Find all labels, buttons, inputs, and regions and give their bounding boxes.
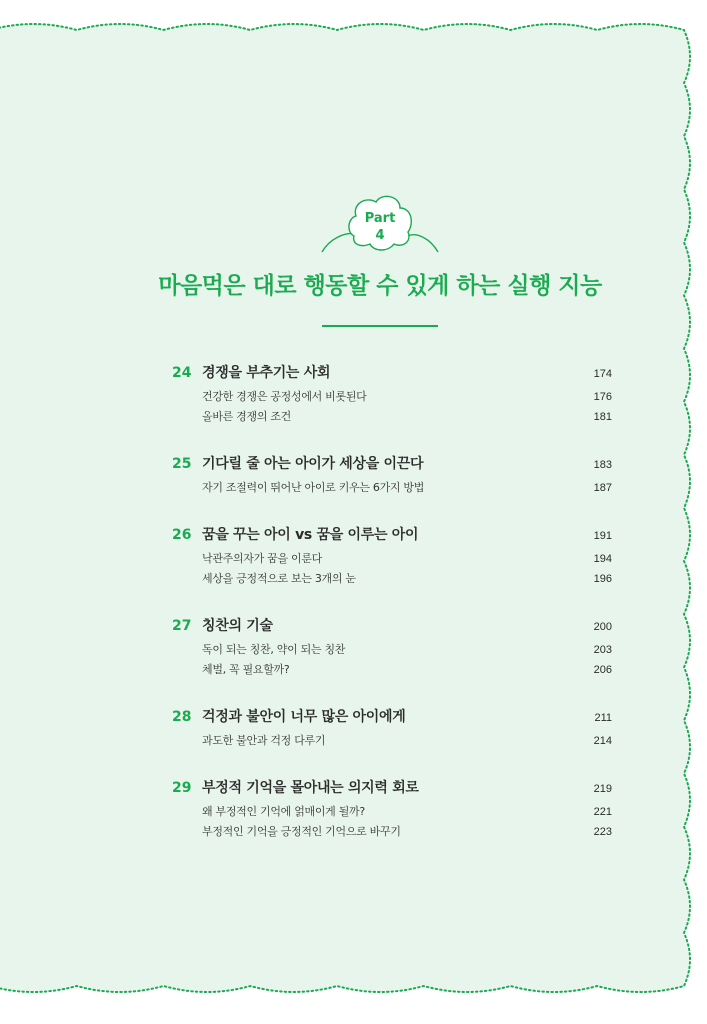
chapter-number: 26 (172, 527, 192, 543)
section-title: 세상을 긍정적으로 보는 3개의 눈 (202, 572, 356, 585)
section-page: 206 (593, 664, 612, 676)
section-title: 올바른 경쟁의 조건 (202, 410, 292, 423)
chapter-row[interactable] (172, 524, 612, 550)
section-page: 214 (593, 735, 612, 747)
section-row[interactable] (172, 550, 612, 570)
section-title: 과도한 불안과 걱정 다루기 (202, 734, 326, 747)
chapter-row[interactable] (172, 615, 612, 641)
section-title: 부정적인 기억을 긍정적인 기억으로 바꾸기 (202, 825, 401, 838)
part-title: 마음먹은 대로 행동할 수 있게 하는 실행 지능 (158, 273, 602, 299)
title-divider (322, 325, 438, 327)
section-title: 독이 되는 칭찬, 약이 되는 칭찬 (202, 643, 346, 656)
section-row[interactable] (172, 732, 612, 752)
chapter-row[interactable] (172, 706, 612, 732)
table-of-contents (172, 362, 612, 868)
section-page: 196 (593, 573, 612, 585)
section-page: 203 (593, 644, 612, 656)
chapter-title: 기다릴 줄 아는 아이가 세상을 이끈다 (202, 456, 424, 472)
chapter-25 (172, 453, 612, 499)
section-row[interactable] (172, 388, 612, 408)
section-row[interactable] (172, 408, 612, 428)
chapter-26 (172, 524, 612, 590)
section-title: 자기 조절력이 뛰어난 아이로 키우는 6가지 방법 (202, 481, 425, 494)
section-page: 221 (593, 806, 612, 818)
section-page: 194 (593, 553, 612, 565)
chapter-number: 25 (172, 456, 192, 472)
section-page: 181 (593, 411, 612, 423)
chapter-title: 칭찬의 기술 (202, 618, 273, 634)
section-title: 건강한 경쟁은 공정성에서 비롯된다 (202, 390, 367, 403)
chapter-page: 200 (593, 621, 612, 633)
chapter-row[interactable] (172, 362, 612, 388)
section-title: 낙관주의자가 꿈을 이룬다 (202, 552, 322, 565)
chapter-page: 219 (593, 783, 612, 795)
chapter-title: 경쟁을 부추기는 사회 (202, 365, 331, 381)
chapter-page: 191 (593, 530, 612, 542)
section-title: 체벌, 꼭 필요할까? (202, 663, 290, 676)
chapter-number: 29 (172, 780, 192, 796)
chapter-number: 27 (172, 618, 192, 634)
chapter-row[interactable] (172, 777, 612, 803)
section-page: 187 (593, 482, 612, 494)
chapter-28 (172, 706, 612, 752)
section-row[interactable] (172, 479, 612, 499)
section-page: 176 (593, 391, 612, 403)
chapter-page: 183 (593, 459, 612, 471)
chapter-title: 부정적 기억을 몰아내는 의지력 회로 (202, 780, 419, 796)
chapter-27 (172, 615, 612, 681)
section-row[interactable] (172, 823, 612, 843)
part-number: 4 (375, 228, 385, 243)
section-row[interactable] (172, 661, 612, 681)
section-row[interactable] (172, 803, 612, 823)
chapter-29 (172, 777, 612, 843)
chapter-row[interactable] (172, 453, 612, 479)
chapter-title: 꿈을 꾸는 아이 vs 꿈을 이루는 아이 (202, 527, 419, 543)
section-page: 223 (593, 826, 612, 838)
chapter-number: 24 (172, 365, 192, 381)
section-row[interactable] (172, 641, 612, 661)
chapter-title: 걱정과 불안이 너무 많은 아이에게 (202, 709, 406, 725)
chapter-page: 174 (593, 368, 612, 380)
section-row[interactable] (172, 570, 612, 590)
section-title: 왜 부정적인 기억에 얽매이게 될까? (202, 805, 365, 818)
chapter-page: 211 (594, 712, 612, 724)
part-label: Part (364, 211, 396, 226)
chapter-24 (172, 362, 612, 428)
chapter-number: 28 (172, 709, 192, 725)
